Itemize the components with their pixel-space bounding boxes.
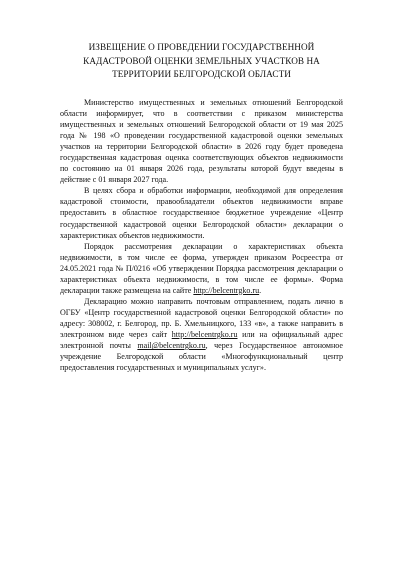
submission-text-3: , через Государственное автономное учреждение Белгородской области «Многофункциональный центр предоставления государственных и муниципальных услуг». <box>60 341 343 373</box>
paragraph-declarations: В целях сбора и обработки информации, необходимой для определения кадастровой стоимости, правообладатели объектов недвижимости вправе предоставить в областное государственное бюджетное учреждение «Центр государственной кадастровой оценки Белгородской области» декларации о характеристиках объектов недвижимости. <box>60 186 343 240</box>
procedure-text: Порядок рассмотрения декларации о характеристиках объекта недвижимости, в том числе ее форма, утвержден приказом Росреестра от 24.05.2021 года № П/0216 «Об утверждении Порядка рассмотрения декларации о характеристиках объекта недвижимости, в том числе ее формы». Форма декларации также размещена на сайте <box>60 241 343 295</box>
procedure-end: . <box>259 285 262 295</box>
website-link[interactable]: http://belcentrgko.ru <box>193 285 260 295</box>
paragraph-procedure <box>60 241 343 296</box>
submission-text-2: или на официальный адрес электронной почты <box>60 329 343 351</box>
submission-text-1: Декларацию можно направить почтовым отправлением, подать лично в ОГБУ «Центр государственной кадастровой оценки Белгородской области» по адресу: 308002, г. Белгород, пр. Б. Хмельницкого, 133 «в», а также направить в электронном виде через сайт <box>60 296 343 339</box>
paragraph-submission <box>60 296 343 373</box>
website-link-2[interactable]: http://belcentrgko.ru <box>171 329 238 339</box>
document-title: ИЗВЕЩЕНИЕ О ПРОВЕДЕНИИ ГОСУДАРСТВЕННОЙ КАДАСТРОВОЙ ОЦЕНКИ ЗЕМЕЛЬНЫХ УЧАСТКОВ НА ТЕРРИТОРИИ БЕЛГОРОДСКОЙ ОБЛАСТИ <box>83 42 320 80</box>
email-link[interactable]: mail@belcentrgko.ru <box>137 341 206 351</box>
document-body <box>60 97 343 373</box>
paragraph-announcement: Министерство имущественных и земельных отношений Белгородской области информирует, что в соответствии с приказом министерства имущественных и земельных отношений Белгородской области от 19 мая 2025 года № 198 «О проведении государственной кадастровой оценки земельных участков на территории Белгородской области» в 2026 году будет проведена государственная кадастровая оценка соответствующих объектов недвижимости по состоянию на 01 января 2026 года, результаты которой будут введены в действие с 01 января 2027 года. <box>60 98 343 185</box>
